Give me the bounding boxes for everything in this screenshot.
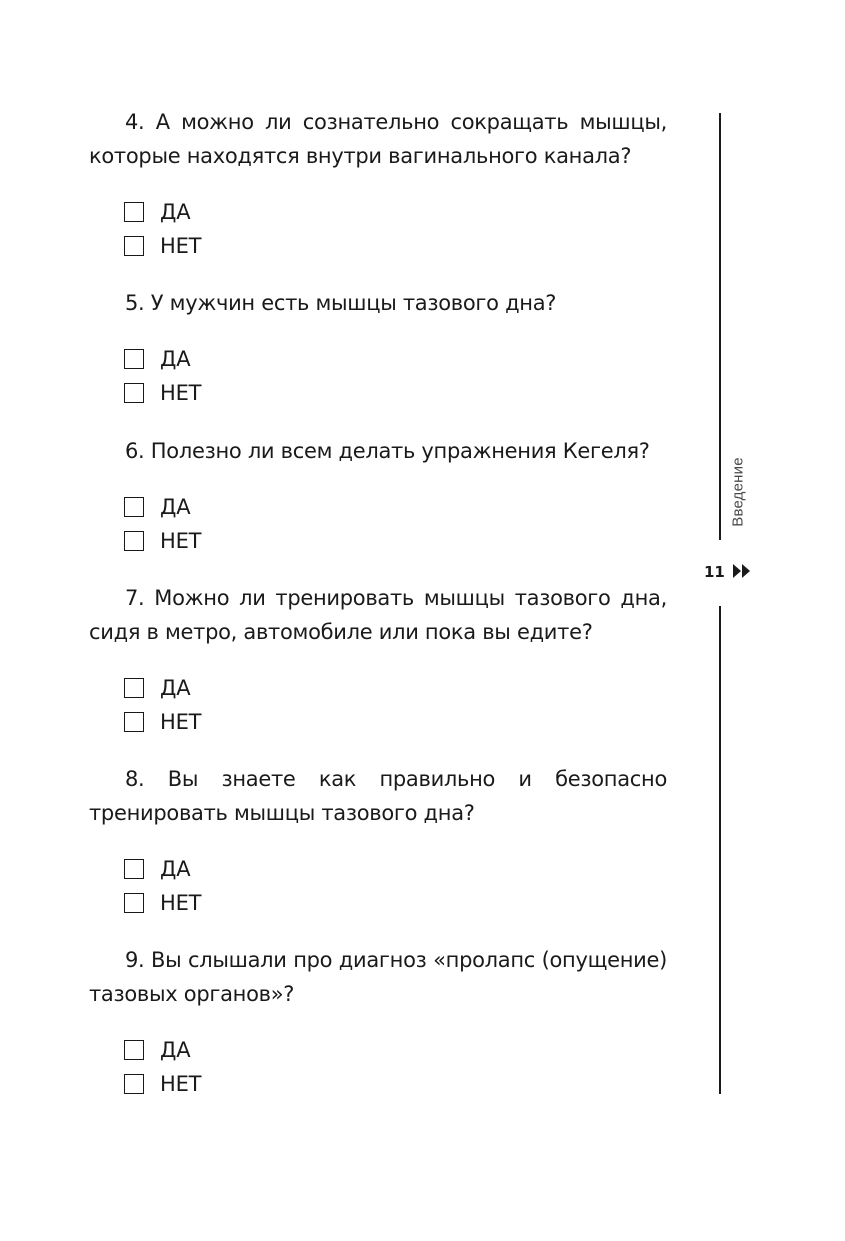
option-yes-q6 (124, 495, 190, 519)
checkbox-no-q6[interactable] (124, 531, 144, 551)
question-8-text: 8. Вы знаете как правильно и безопасно тренировать мышцы тазового дна? (89, 767, 667, 825)
checkbox-no-q7[interactable] (124, 712, 144, 732)
checkbox-yes-q6[interactable] (124, 497, 144, 517)
checkbox-no-q8[interactable] (124, 893, 144, 913)
page-number: 11 (704, 563, 725, 581)
checkbox-no-q4[interactable] (124, 236, 144, 256)
question-5-text: 5. У мужчин есть мышцы тазового дна? (125, 291, 557, 315)
checkbox-yes-q4[interactable] (124, 202, 144, 222)
checkbox-yes-q7[interactable] (124, 678, 144, 698)
checkbox-yes-q5[interactable] (124, 349, 144, 369)
option-yes-q4 (124, 200, 190, 224)
checkbox-yes-q9[interactable] (124, 1040, 144, 1060)
question-7-text: 7. Можно ли тренировать мышцы тазового дна, сидя в метро, автомобиле или пока вы едите? (89, 586, 667, 644)
option-yes-q7 (124, 676, 190, 700)
question-6-text: 6. Полезно ли всем делать упражнения Кегеля? (125, 439, 650, 463)
option-no-label: НЕТ (160, 1072, 202, 1096)
option-yes-label: ДА (160, 857, 191, 881)
section-title: Введение (729, 457, 747, 527)
option-yes-q5 (124, 347, 190, 371)
option-yes-label: ДА (160, 1038, 191, 1062)
option-no-label: НЕТ (160, 891, 202, 915)
option-yes-label: ДА (160, 347, 191, 371)
option-no-q5 (124, 381, 201, 405)
sidebar-rule-top (719, 113, 721, 540)
sidebar-rule-bottom (719, 606, 721, 1094)
option-no-q7 (124, 710, 201, 734)
question-9-text: 9. Вы слышали про диагноз «пролапс (опущение) тазовых органов»? (89, 948, 667, 1006)
option-no-label: НЕТ (160, 529, 202, 553)
option-no-q9 (124, 1072, 201, 1096)
question-4-text: 4. А можно ли сознательно сокращать мышцы, которые находятся внутри вагинального канала? (89, 110, 667, 168)
checkbox-yes-q8[interactable] (124, 859, 144, 879)
option-no-q8 (124, 891, 201, 915)
option-no-label: НЕТ (160, 381, 202, 405)
option-no-q6 (124, 529, 201, 553)
option-yes-label: ДА (160, 200, 191, 224)
checkbox-no-q9[interactable] (124, 1074, 144, 1094)
option-no-label: НЕТ (160, 234, 202, 258)
option-no-label: НЕТ (160, 710, 202, 734)
option-yes-label: ДА (160, 676, 191, 700)
option-yes-label: ДА (160, 495, 191, 519)
option-no-q4 (124, 234, 201, 258)
checkbox-no-q5[interactable] (124, 383, 144, 403)
double-chevron-right-icon (732, 563, 752, 579)
option-yes-q8 (124, 857, 190, 881)
option-yes-q9 (124, 1038, 190, 1062)
